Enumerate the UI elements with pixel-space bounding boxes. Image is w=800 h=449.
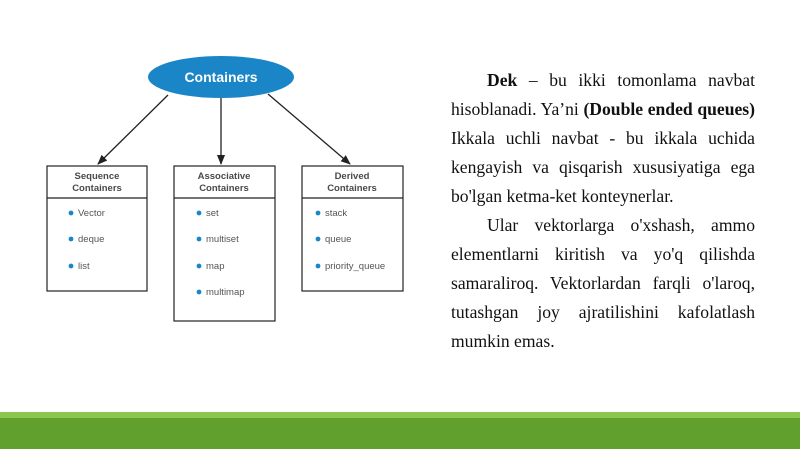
text-segment: – bu ikki tomonlama navbat hisoblanadi. Ya’ni (451, 70, 755, 119)
term-double-ended: (Double ended queues) (583, 99, 755, 119)
arrow-to-sequence (98, 95, 168, 164)
bullet (197, 290, 202, 295)
associative-containers-box (174, 166, 275, 321)
list-item: priority_queue (325, 261, 386, 272)
bullet (316, 237, 321, 242)
list-item: multiset (206, 234, 239, 245)
list-item: deque (78, 234, 105, 245)
list-item: Vector (78, 208, 105, 219)
text-segment: Ikkala uchli navbat - bu ikkala uchida kengayish va qisqarish xususiyatiga ega bo'lgan ketma-ket konteynerlar. (451, 128, 755, 206)
list-item: list (78, 261, 90, 272)
arrow-to-derived (268, 94, 350, 164)
box-title: Containers (327, 183, 377, 194)
bullet (69, 264, 74, 269)
box-title: Containers (72, 183, 122, 194)
paragraph-2: Ular vektorlarga o'xshash, ammo elementlarni kiritish va yo'q qilishda samaraliroq. Vektorlardan farqli o'laroq, tutashgan joy ajratilishini kafolatlash mumkin emas. (451, 215, 755, 351)
list-item: set (206, 208, 219, 219)
box-title: Containers (199, 183, 249, 194)
bullet (197, 211, 202, 216)
list-item: map (206, 261, 225, 272)
root-label: Containers (184, 69, 258, 85)
list-item: multimap (206, 287, 245, 298)
bullet (69, 237, 74, 242)
description-text (451, 66, 755, 356)
term-dek: Dek (487, 70, 518, 90)
bullet (197, 264, 202, 269)
derived-containers-box (302, 166, 403, 291)
bullet (316, 264, 321, 269)
bullet (316, 211, 321, 216)
paragraph-1 (451, 66, 755, 211)
bullet (69, 211, 74, 216)
footer-bar-dark (0, 418, 800, 449)
sequence-containers-box (47, 166, 147, 291)
bullet (197, 237, 202, 242)
list-item: stack (325, 208, 348, 219)
box-title: Associative (197, 171, 251, 182)
box-title: Sequence (74, 171, 120, 182)
list-item: queue (325, 234, 352, 245)
box-title: Derived (334, 171, 370, 182)
